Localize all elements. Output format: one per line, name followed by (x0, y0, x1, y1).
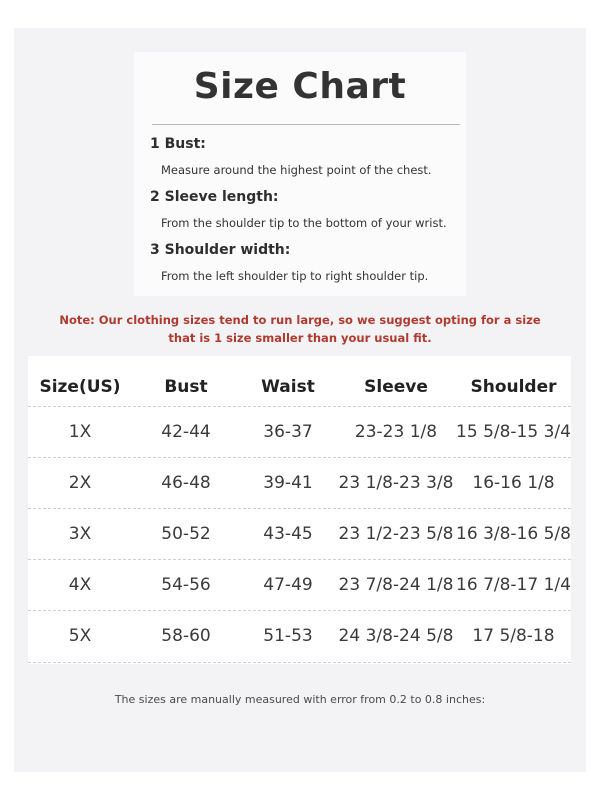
shoulder-cell: 15 5/8-15 3/4 (456, 422, 571, 442)
sleeve-length-heading: 2 Sleeve length: (150, 189, 279, 205)
size-cell: 4X (68, 575, 92, 595)
waist-cell: 36-37 (263, 422, 313, 442)
column-header-shoulder: Shoulder (470, 377, 557, 397)
bust-cell: 58-60 (161, 626, 211, 646)
page-title: Size Chart (193, 66, 407, 107)
table-row (28, 509, 571, 559)
waist-cell: 43-45 (263, 524, 313, 544)
measurement-footnote: The sizes are manually measured with error from 0.2 to 0.8 inches: (114, 693, 486, 706)
column-header-sleeve: Sleeve (364, 377, 428, 397)
bust-cell: 42-44 (161, 422, 211, 442)
table-header-row (28, 366, 571, 408)
bust-cell: 46-48 (161, 473, 211, 493)
waist-cell: 39-41 (263, 473, 313, 493)
table-row (28, 560, 571, 610)
table-row (28, 458, 571, 508)
bust-description: Measure around the highest point of the chest. (161, 163, 432, 177)
sizing-note-line-2: that is 1 size smaller than your usual fit. (168, 331, 432, 345)
bust-cell: 50-52 (161, 524, 211, 544)
shoulder-cell: 16-16 1/8 (472, 473, 555, 493)
size-chart-header-card (134, 52, 466, 296)
bust-cell: 54-56 (161, 575, 211, 595)
size-table (28, 356, 571, 664)
title-divider (152, 124, 460, 125)
sleeve-cell: 23 1/8-23 3/8 (338, 473, 454, 493)
table-row (28, 407, 571, 457)
size-cell: 2X (68, 473, 92, 493)
table-row (28, 611, 571, 661)
column-header-bust: Bust (164, 377, 208, 397)
size-cell: 3X (68, 524, 92, 544)
waist-cell: 51-53 (263, 626, 313, 646)
sleeve-cell: 23 1/2-23 5/8 (338, 524, 454, 544)
size-cell: 1X (68, 422, 92, 442)
size-cell: 5X (68, 626, 92, 646)
sleeve-length-description: From the shoulder tip to the bottom of your wrist. (161, 216, 447, 230)
shoulder-cell: 17 5/8-18 (472, 626, 555, 646)
column-header-waist: Waist (261, 377, 315, 397)
shoulder-width-description: From the left shoulder tip to right shoulder tip. (161, 269, 429, 283)
sizing-note (14, 311, 586, 347)
bust-heading: 1 Bust: (150, 136, 206, 152)
sleeve-cell: 24 3/8-24 5/8 (338, 626, 454, 646)
waist-cell: 47-49 (263, 575, 313, 595)
sizing-note-line-1: Note: Our clothing sizes tend to run large, so we suggest opting for a size (59, 313, 541, 327)
shoulder-cell: 16 7/8-17 1/4 (456, 575, 571, 595)
shoulder-cell: 16 3/8-16 5/8 (456, 524, 571, 544)
size-chart-page (14, 28, 586, 772)
sleeve-cell: 23 7/8-24 1/8 (338, 575, 454, 595)
table-divider (28, 662, 571, 663)
column-header-size: Size(US) (39, 377, 121, 397)
sleeve-cell: 23-23 1/8 (354, 422, 438, 442)
shoulder-width-heading: 3 Shoulder width: (150, 242, 291, 258)
